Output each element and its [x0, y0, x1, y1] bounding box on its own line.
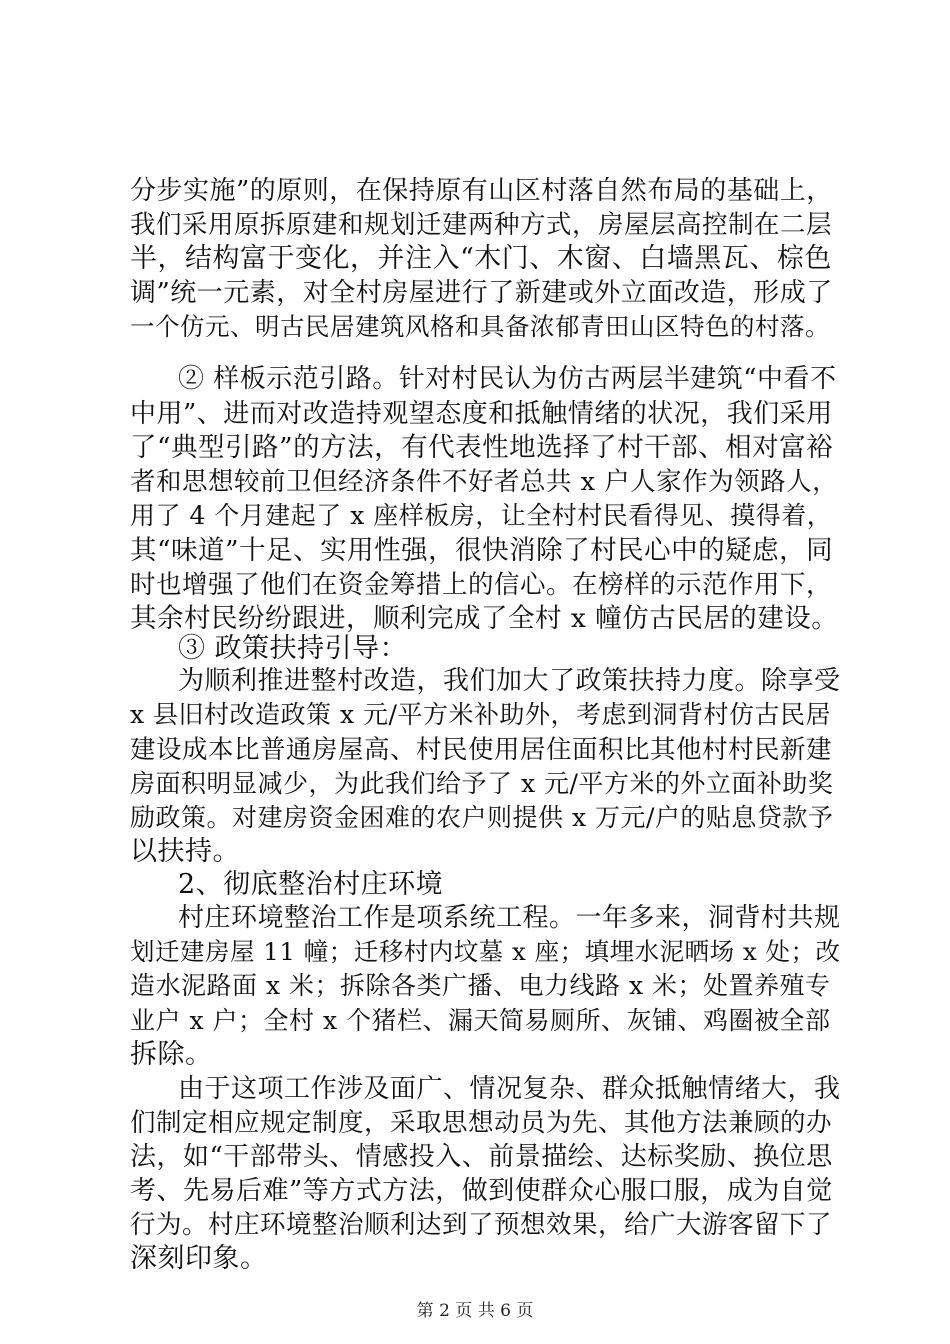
text-line: 造水泥路面 x 米；拆除各类广播、电力线路 x 米；处置养殖专 — [130, 971, 831, 1000]
text-line: 其“味道”十足、实用性强，很快消除了村民心中的疑虑，同 — [130, 535, 834, 566]
text-line: 由于这项工作涉及面广、情况复杂、群众抵触情绪大，我 — [178, 1074, 841, 1104]
page-footer: 第 2 页 共 6 页 — [416, 1301, 534, 1321]
text-line: 房面积明显减少，为此我们给予了 x 元/平方米的外立面补助奖 — [130, 769, 834, 798]
text-line: 调”统一元素，对全村房屋进行了新建或外立面改造，形成了 — [130, 278, 833, 308]
text-line: 励政策。对建房资金困难的农户则提供 x 万元/户的贴息贷款予 — [130, 803, 834, 832]
text-line: 拆除。 — [130, 1039, 213, 1070]
text-line: 深刻印象。 — [130, 1243, 268, 1274]
text-line: 用了 4 个月建起了 x 座样板房，让全村村民看得见、摸得着， — [130, 501, 833, 530]
text-line: 们制定相应规定制度，采取思想动员为先、其他方法兼顾的办 — [130, 1108, 833, 1138]
text-line: 村庄环境整治工作是项系统工程。一年多来，洞背村共规 — [178, 903, 841, 933]
text-line: x 县旧村改造政策 x 元/平方米补助外，考虑到洞背村仿古民居 — [130, 700, 831, 729]
text-line: 其余村民纷纷跟进，顺利完成了全村 x 幢仿古民居的建设。 — [130, 603, 839, 634]
section-heading: 2、彻底整治村庄环境 — [178, 869, 444, 900]
text-line: 我们采用原拆原建和规划迁建两种方式，房屋层高控制在二层 — [130, 210, 833, 240]
text-line: 时也增强了他们在资金筹措上的信心。在榜样的示范作用下， — [130, 570, 833, 600]
text-line: 考、先易后难”等方式方法，做到使群众心服口服，成为自觉 — [130, 1176, 833, 1206]
text-line: 以扶持。 — [130, 836, 240, 867]
text-line: 为顺利推进整村改造，我们加大了政策扶持力度。除享受 — [178, 666, 841, 696]
section-heading: ③ 政策扶持引导： — [178, 633, 408, 664]
text-line: 划迁建房屋 11 幢；迁移村内坟墓 x 座；填埋水泥晒场 x 处；改 — [130, 937, 841, 966]
text-line: 半，结构富于变化，并注入“木门、木窗、白墙黑瓦、棕色 — [130, 243, 832, 274]
text-line: 分步实施”的原则，在保持原有山区村落自然布局的基础上， — [130, 176, 833, 206]
text-line: 行为。村庄环境整治顺利达到了预想效果，给广大游客留下了 — [130, 1210, 833, 1240]
text-line: 者和思想较前卫但经济条件不好者总共 x 户人家作为领路人， — [130, 467, 839, 497]
text-line: ② 样板示范引路。针对村民认为仿古两层半建筑“中看不 — [178, 364, 837, 394]
text-line: 建设成本比普通房屋高、村民使用居住面积比其他村村民新建 — [130, 735, 833, 765]
text-line: 了“典型引路”的方法，有代表性地选择了村干部、相对富裕 — [130, 432, 834, 463]
text-line: 一个仿元、明古民居建筑风格和具备浓郁青田山区特色的村落。 — [130, 312, 830, 341]
text-line: 中用”、进而对改造持观望态度和抵触情绪的状况，我们采用 — [130, 399, 833, 429]
text-line: 法，如“干部带头、情感投入、前景描绘、达标奖励、换位思 — [130, 1142, 833, 1172]
text-line: 业户 x 户；全村 x 个猪栏、漏天简易厕所、灰铺、鸡圈被全部 — [130, 1006, 831, 1035]
